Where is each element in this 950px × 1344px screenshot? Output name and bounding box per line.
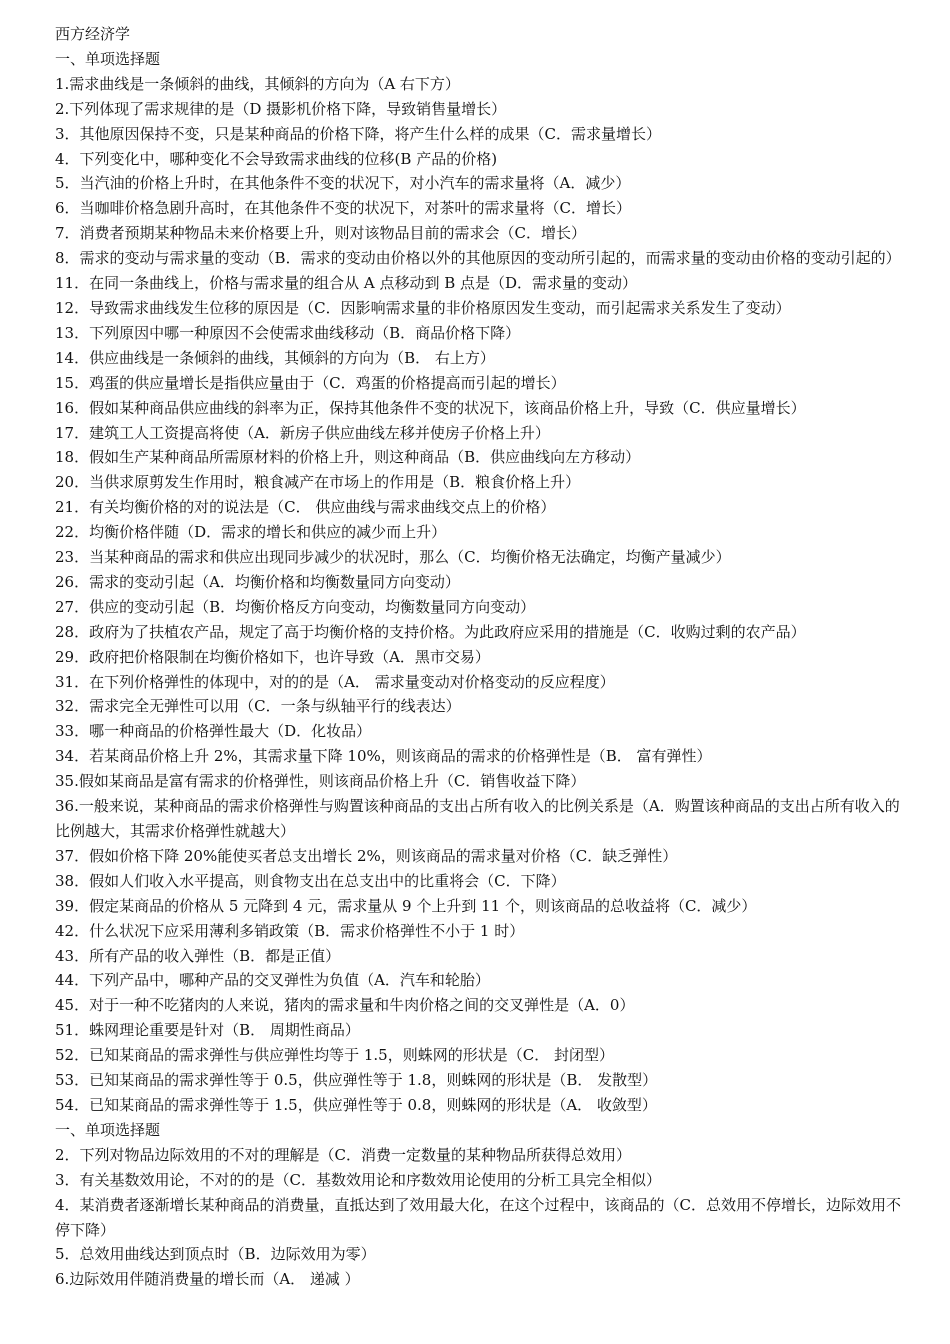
question-item: 52．已知某商品的需求弹性与供应弹性均等于 1.5，则蛛网的形状是（C． 封闭型） [55, 1046, 614, 1065]
question-item: 35.假如某商品是富有需求的价格弹性，则该商品价格上升（C．销售收益下降） [55, 772, 586, 791]
question-item: 4．某消费者逐渐增长某种商品的消费量，直抵达到了效用最大化，在这个过程中，该商品的（C．总效用不停增长，边际效用不停下降） [55, 1195, 902, 1239]
question-item: 31．在下列价格弹性的体现中，对的的是（A． 需求量变动对价格变动的反应程度） [55, 672, 615, 691]
question-item: 32．需求完全无弹性可以用（C．一条与纵轴平行的线表达） [55, 697, 461, 716]
question-item: 38．假如人们收入水平提高，则食物支出在总支出中的比重将会（C．下降） [55, 871, 566, 890]
question-item: 12．导致需求曲线发生位移的原因是（C．因影响需求量的非价格原因发生变动，而引起需求关系发生了变动） [55, 298, 791, 317]
question-item: 13．下列原因中哪一种原因不会使需求曲线移动（B．商品价格下降） [55, 323, 521, 342]
section-heading-1: 一、单项选择题 [55, 49, 161, 68]
question-item: 11．在同一条曲线上，价格与需求量的组合从 A 点移动到 B 点是（D．需求量的变动） [55, 274, 638, 293]
question-item: 54．已知某商品的需求弹性等于 1.5，供应弹性等于 0.8，则蛛网的形状是（A． 收敛型） [55, 1095, 657, 1114]
section-heading-2: 一、单项选择题 [55, 1120, 161, 1139]
question-item: 42．什么状况下应采用薄利多销政策（B．需求价格弹性不小于 1 时） [55, 921, 525, 940]
question-item: 2.下列体现了需求规律的是（D 摄影机价格下降，导致销售量增长） [55, 99, 507, 118]
question-item: 33．哪一种商品的价格弹性最大（D．化妆品） [55, 722, 372, 741]
question-item: 45．对于一种不吃猪肉的人来说，猪肉的需求量和牛肉价格之间的交叉弹性是（A．0） [55, 996, 635, 1015]
document-title: 西方经济学 [55, 25, 131, 43]
question-item: 51．蛛网理论重要是针对（B． 周期性商品） [55, 1021, 360, 1040]
question-item: 16．假如某种商品供应曲线的斜率为正，保持其他条件不变的状况下，该商品价格上升，导致（C．供应量增长） [55, 398, 806, 417]
question-item: 43．所有产品的收入弹性（B．都是正值） [55, 946, 341, 965]
question-item: 29．政府把价格限制在均衡价格如下，也许导致（A．黑市交易） [55, 647, 490, 666]
question-item: 53．已知某商品的需求弹性等于 0.5，供应弹性等于 1.8，则蛛网的形状是（B． 发散型） [55, 1071, 658, 1090]
question-item: 14．供应曲线是一条倾斜的曲线，其倾斜的方向为（B． 右上方） [55, 348, 495, 367]
question-item: 27．供应的变动引起（B．均衡价格反方向变动，均衡数量同方向变动） [55, 597, 536, 616]
question-item: 22．均衡价格伴随（D．需求的增长和供应的减少而上升） [55, 523, 447, 542]
question-item: 18．假如生产某种商品所需原材料的价格上升，则这种商品（B．供应曲线向左方移动） [55, 448, 641, 467]
question-item: 37．假如价格下降 20%能使买者总支出增长 2%，则该商品的需求量对价格（C．缺乏弹性） [55, 846, 678, 865]
question-item: 1.需求曲线是一条倾斜的曲线，其倾斜的方向为（A 右下方） [55, 74, 460, 93]
question-item: 21．有关均衡价格的对的说法是（C． 供应曲线与需求曲线交点上的价格） [55, 498, 556, 517]
question-item: 28．政府为了扶植农产品，规定了高于均衡价格的支持价格。为此政府应采用的措施是（C．收购过剩的农产品） [55, 622, 806, 641]
question-item: 17．建筑工人工资提高将使（A．新房子供应曲线左移并使房子价格上升） [55, 423, 550, 442]
question-item: 7．消费者预期某种物品未来价格要上升，则对该物品目前的需求会（C．增长） [55, 224, 587, 243]
question-item: 15．鸡蛋的供应量增长是指供应量由于（C．鸡蛋的价格提高而引起的增长） [55, 373, 566, 392]
question-item: 5．总效用曲线达到顶点时（B．边际效用为零） [55, 1245, 376, 1264]
question-item: 34．若某商品价格上升 2%，其需求量下降 10%，则该商品的需求的价格弹性是（B． 富有弹性） [55, 747, 712, 766]
question-item: 26．需求的变动引起（A．均衡价格和均衡数量同方向变动） [55, 572, 460, 591]
question-item: 44．下列产品中，哪种产品的交叉弹性为负值（A．汽车和轮胎） [55, 971, 490, 990]
question-item: 2．下列对物品边际效用的不对的理解是（C．消费一定数量的某种物品所获得总效用） [55, 1145, 632, 1164]
question-item: 5．当汽油的价格上升时，在其他条件不变的状况下，对小汽车的需求量将（A．减少） [55, 174, 631, 193]
question-item: 6．当咖啡价格急剧升高时，在其他条件不变的状况下，对茶叶的需求量将（C．增长） [55, 199, 632, 218]
question-item: 3．其他原因保持不变，只是某种商品的价格下降，将产生什么样的成果（C．需求量增长） [55, 124, 662, 143]
question-item: 36.一般来说，某种商品的需求价格弹性与购置该种商品的支出占所有收入的比例关系是（A．购置该种商品的支出占所有收入的比例越大，其需求价格弹性就越大） [55, 797, 900, 840]
question-item: 39．假定某商品的价格从 5 元降到 4 元，需求量从 9 个上升到 11 个，则该商品的总收益将（C．减少） [55, 896, 757, 915]
question-item: 8．需求的变动与需求量的变动（B．需求的变动由价格以外的其他原因的变动所引起的，而需求量的变动由价格的变动引起的） [55, 249, 901, 268]
question-item: 6.边际效用伴随消费量的增长而（A． 递减 ） [55, 1270, 360, 1289]
question-item: 23．当某种商品的需求和供应出现同步减少的状况时，那么（C．均衡价格无法确定，均衡产量减少） [55, 548, 731, 567]
question-item: 4．下列变化中，哪种变化不会导致需求曲线的位移(B 产品的价格) [55, 149, 498, 168]
question-item: 20．当供求原剪发生作用时，粮食减产在市场上的作用是（B．粮食价格上升） [55, 473, 581, 492]
question-item: 3．有关基数效用论，不对的的是（C．基数效用论和序数效用论使用的分析工具完全相似） [55, 1170, 662, 1189]
